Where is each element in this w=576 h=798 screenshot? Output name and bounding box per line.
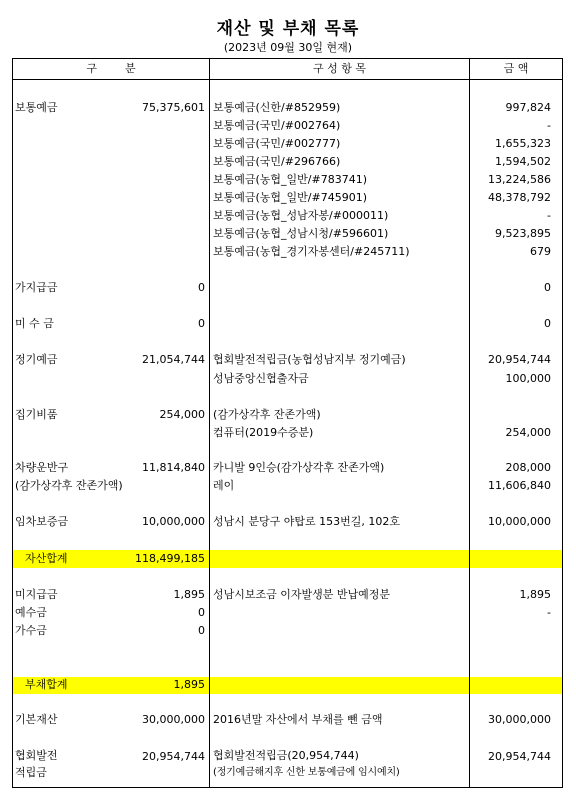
lease-deposit-desc: 성남시 분당구 야탑로 153번길, 102호: [213, 515, 400, 528]
unpaid-value: 1,895: [173, 588, 205, 601]
vehicle-value: 11,814,840: [142, 461, 205, 474]
equipment-item: 컴퓨터(2019수증분): [213, 426, 314, 439]
vehicle-item-amount: 11,606,840: [488, 479, 551, 492]
unpaid-amount: 1,895: [519, 588, 551, 601]
deposit-item-amount: 679: [530, 245, 551, 258]
deposit-label: 보통예금: [15, 101, 58, 114]
deposit-item: 보통예금(농협_일반/#745901): [213, 191, 368, 204]
deposit-value: 75,375,601: [142, 101, 205, 114]
equipment-value: 254,000: [159, 408, 205, 421]
term-deposit-item-amount: 20,954,744: [488, 353, 551, 366]
advance-amount: 0: [544, 281, 551, 294]
deposit-item-amount: 48,378,792: [488, 191, 551, 204]
deposit-item-amount: -: [547, 209, 551, 222]
advance-label: 가지급금: [15, 281, 58, 294]
equipment-label: 집기비품: [15, 408, 58, 421]
deposit-item-amount: 1,655,323: [495, 137, 551, 150]
deposit-item-amount: 9,523,895: [495, 227, 551, 240]
header-divider: [13, 79, 562, 80]
liability-total-label: 부채합계: [25, 678, 68, 691]
deposit-item-amount: 13,224,586: [488, 173, 551, 186]
deposits-received-value: 0: [198, 606, 205, 619]
term-deposit-label: 정기예금: [15, 353, 58, 366]
deposit-item: 보통예금(국민/#002764): [213, 119, 341, 132]
unpaid-desc: 성남시보조금 이자발생분 반납예정분: [213, 588, 391, 601]
vehicle-item: 레이: [213, 479, 235, 492]
term-deposit-item-amount: 100,000: [505, 372, 551, 385]
asset-total-value: 118,499,185: [135, 552, 205, 565]
deposits-received-label: 예수금: [15, 606, 47, 619]
column-divider: [469, 59, 470, 787]
deposits-received-amount: -: [547, 606, 551, 619]
liability-total-value: 1,895: [173, 678, 205, 691]
vehicle-label-note: (감가상각후 잔존가액): [15, 479, 123, 492]
receivable-value: 0: [198, 317, 205, 330]
deposit-item-amount: 1,594,502: [495, 155, 551, 168]
lease-deposit-value: 10,000,000: [142, 515, 205, 528]
term-deposit-item: 성남중앙신협출자금: [213, 372, 309, 385]
deposit-item: 보통예금(국민/#296766): [213, 155, 341, 168]
receivable-amount: 0: [544, 317, 551, 330]
basic-property-desc: 2016년말 자산에서 부채를 뺀 금액: [213, 713, 383, 726]
liability-total-highlight: [13, 677, 562, 694]
basic-property-label: 기본재산: [15, 713, 58, 726]
header-composition: 구 성 항 목: [313, 62, 366, 75]
deposit-item-amount: 997,824: [505, 101, 551, 114]
suspense-label: 가수금: [15, 624, 47, 637]
deposit-item: 보통예금(농협_성남시청/#596601): [213, 227, 389, 240]
column-divider: [209, 59, 210, 787]
unpaid-label: 미지급금: [15, 588, 58, 601]
deposit-item-amount: -: [547, 119, 551, 132]
dev-fund-desc: 협회발전적립금(20,954,744): [213, 749, 359, 762]
dev-fund-amount: 20,954,744: [488, 750, 551, 763]
receivable-label: 미 수 금: [15, 317, 54, 330]
header-category: 구 분: [86, 62, 136, 75]
deposit-item: 보통예금(농협_성남자봉/#000011): [213, 209, 389, 222]
equipment-item-amount: 254,000: [505, 426, 551, 439]
deposit-item: 보통예금(농협_일반/#783741): [213, 173, 368, 186]
term-deposit-value: 21,054,744: [142, 353, 205, 366]
suspense-value: 0: [198, 624, 205, 637]
header-amount: 금 액: [503, 62, 529, 75]
deposit-item: 보통예금(농협_경기자봉센터/#245711): [213, 245, 410, 258]
property-liability-table: [12, 58, 563, 788]
asset-total-label: 자산합계: [25, 552, 68, 565]
lease-deposit-label: 임차보증금: [15, 515, 69, 528]
vehicle-item: 카니발 9인승(감가상각후 잔존가액): [213, 461, 385, 474]
vehicle-item-amount: 208,000: [505, 461, 551, 474]
lease-deposit-amount: 10,000,000: [488, 515, 551, 528]
asset-total-highlight: [13, 550, 562, 568]
equipment-item: (감가상각후 잔존가액): [213, 408, 321, 421]
document-title: 재산 및 부채 목록: [216, 19, 360, 39]
dev-fund-label: 협회발전: [15, 749, 58, 762]
basic-property-value: 30,000,000: [142, 713, 205, 726]
deposit-item: 보통예금(국민/#002777): [213, 137, 341, 150]
term-deposit-item: 협회발전적립금(농협성남지부 정기예금): [213, 353, 406, 366]
document-date: (2023년 09월 30일 현재): [223, 41, 353, 54]
dev-fund-label-line2: 적립금: [15, 766, 47, 779]
dev-fund-note: (정기예금해지후 신한 보통예금에 임시예치): [213, 767, 400, 778]
dev-fund-value: 20,954,744: [142, 750, 205, 763]
deposit-item: 보통예금(신한/#852959): [213, 101, 341, 114]
advance-value: 0: [198, 281, 205, 294]
vehicle-label: 차량운반구: [15, 461, 69, 474]
basic-property-amount: 30,000,000: [488, 713, 551, 726]
